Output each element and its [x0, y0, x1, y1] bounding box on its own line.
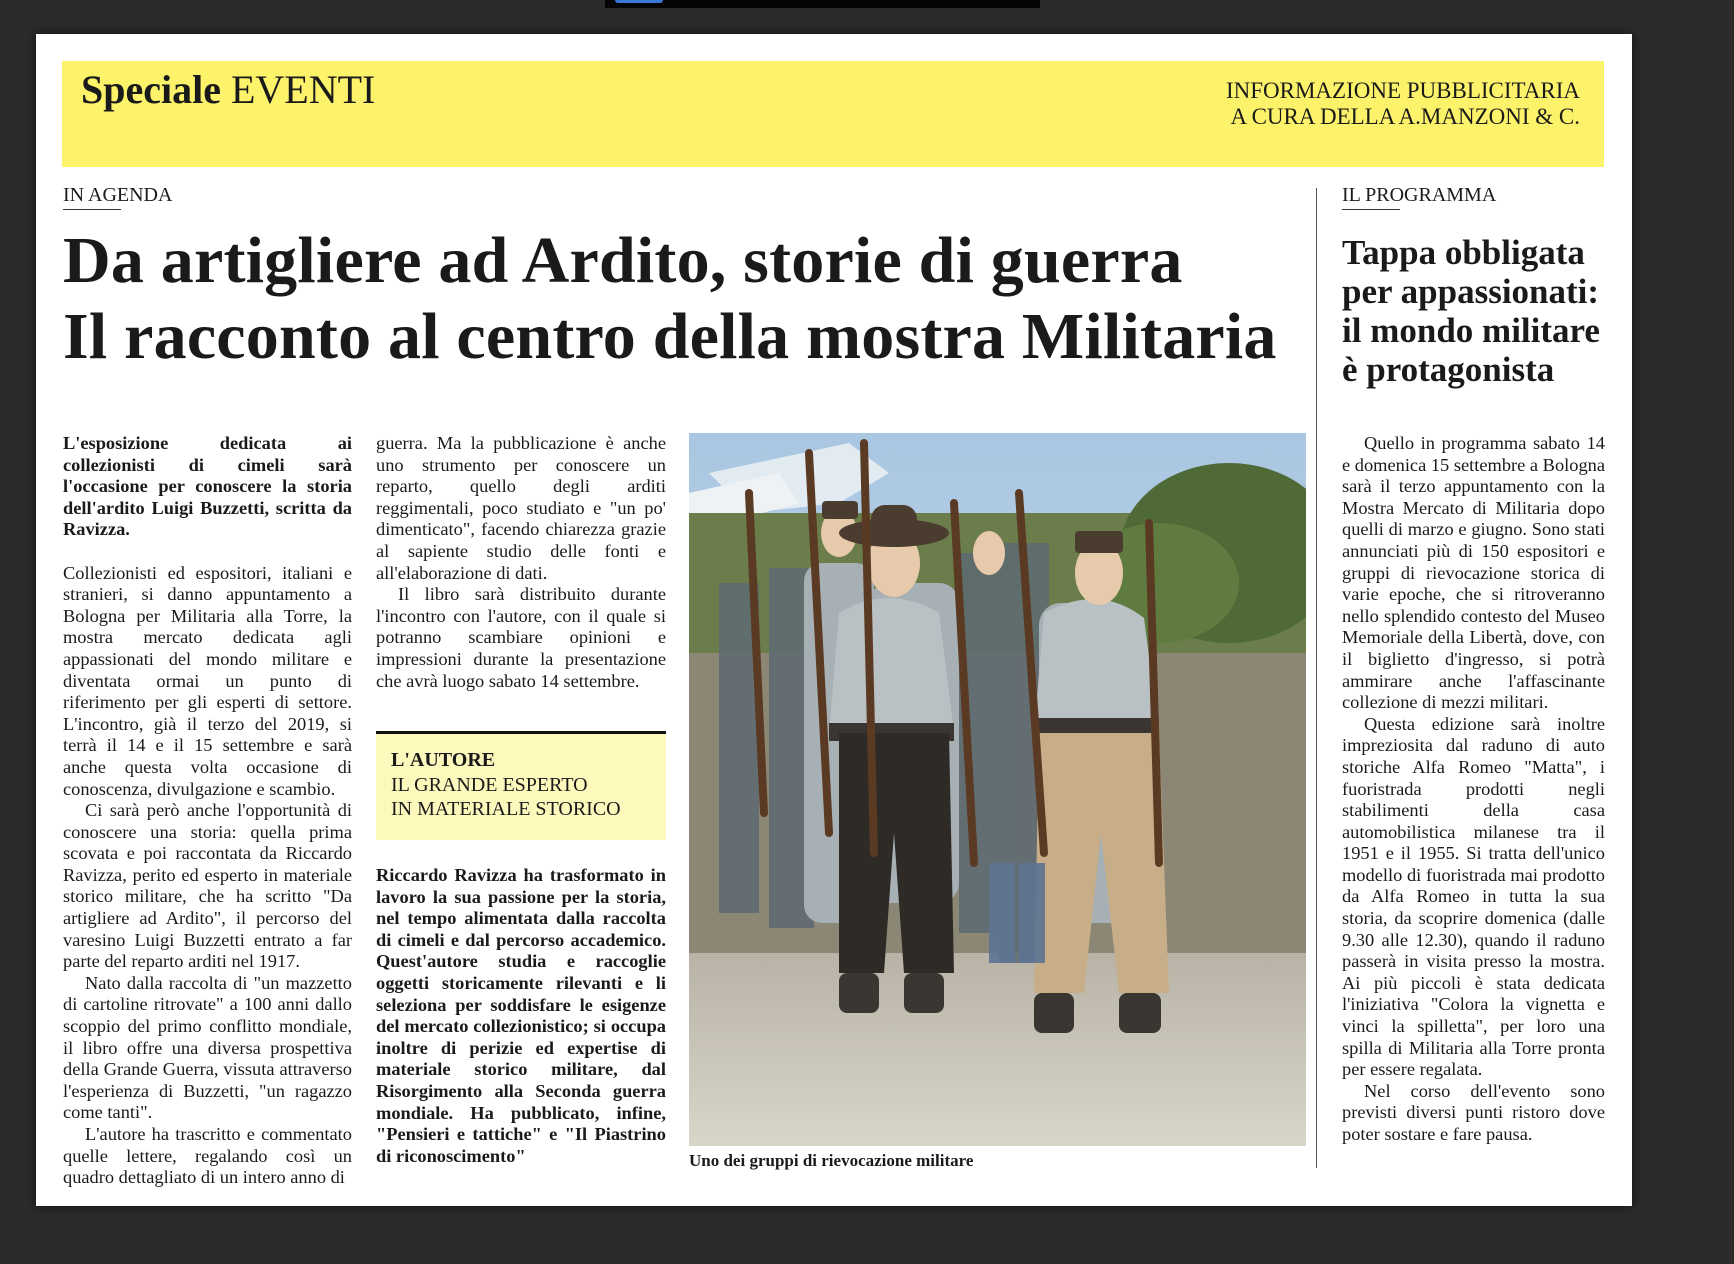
article-paragraph: Ci sarà però anche l'opportunità di conoscere una storia: quella prima scovata e poi raccontata da Riccardo Ravizza, perito ed esperto in materiale storico militare, che ha scritto "Da artigliere ad Ardito", il percorso del varesino Luigi Buzzetti entrato a far parte del reparto arditi nel 1917.	[63, 800, 352, 972]
article-paragraph: Nato dalla raccolta di "un mazzetto di cartoline ritrovate" a 100 anni dallo scoppio del primo conflitto mondiale, il libro offre una diversa prospettiva della Grande Guerra, vissuta attraverso l'esperienza di Buzzetti, "un ragazzo come tanti".	[63, 972, 352, 1123]
sidebar-title-line-4: è protagonista	[1342, 350, 1555, 389]
author-bio	[376, 865, 666, 1167]
author-box-subtitle-line-1: IL GRANDE ESPERTO	[391, 774, 588, 796]
author-bio-text: Riccardo Ravizza ha trasformato in lavoro la sua passione per la storia, nel tempo alimentata dalla raccolta di cimeli e dal percorso accademico. Quest'autore studia e raccoglie oggetti storicamente rilevanti e li seleziona per soddisfare le esigenze del mercato collezionistico; si occupa inoltre di perizie ed expertise di materiale storico militare, dal Risorgimento alla Seconda guerra mondiale. Ha pubblicato, infine, "Pensieri e tattiche" e "Il Piastrino di riconoscimento"	[376, 865, 666, 1166]
section-speciale: Speciale	[81, 67, 221, 112]
reenactors-photo	[689, 433, 1306, 1146]
viewer-tab-indicator[interactable]	[615, 0, 663, 3]
sidebar-title-line-3: il mondo militare	[1342, 311, 1600, 350]
viewer-top-bar	[605, 0, 1040, 8]
main-kicker: IN AGENDA	[63, 184, 173, 206]
sidebar-kicker-rule	[1342, 209, 1400, 210]
sidebar-paragraph: Quello in programma sabato 14 e domenica 15 settembre a Bologna sarà il terzo appuntamento con la Mostra Mercato di Militaria dopo quelli di marzo e giugno. Sono stati annunciati più di 150 espositori e gruppi di rievocazione storica di varie epoche, che si ritroveranno nello splendido contesto del Museo Memoriale della Libertà, dove, con il biglietto d'ingresso, si potrà ammirare anche l'affascinante collezione di mezzi militari.	[1342, 433, 1606, 713]
advertising-notice-line1: INFORMAZIONE PUBBLICITARIA	[1225, 78, 1580, 103]
article-paragraph: L'autore ha trascritto e commentato quelle lettere, regalando così un quadro dettagliato di un intero anno di	[63, 1124, 352, 1188]
article-paragraph: Collezionisti ed espositori, italiani e stranieri, si danno appuntamento a Bologna per Militaria alla Torre, la mostra mercato dedicata agli appassionati del mondo militare e diventata ormai un punto di riferimento per gli esperti di settore. L'incontro, già il terzo del 2019, si terrà il 14 e il 15 settembre e sarà anche questa volta occasione di conoscenza, divulgazione e scambio.	[63, 562, 352, 799]
sidebar-title-line-1: Tappa obbligata	[1342, 233, 1585, 272]
sidebar-title	[1342, 233, 1600, 389]
article-column-2	[376, 433, 666, 692]
article-column-1	[63, 433, 352, 1189]
author-box-subtitle-line-2: IN MATERIALE STORICO	[391, 798, 621, 820]
advertising-notice	[1226, 78, 1580, 130]
author-box-subtitle	[391, 773, 621, 821]
sidebar-paragraph: Nel corso dell'evento sono previsti diversi punti ristoro dove poter sostare e fare pausa.	[1342, 1080, 1605, 1144]
column-divider	[1316, 188, 1317, 1168]
section-eventi: EVENTI	[230, 67, 376, 112]
main-kicker-rule	[63, 209, 121, 210]
reenactors-illustration	[689, 433, 1306, 1146]
article-paragraph: guerra. Ma la pubblicazione è anche uno strumento per conoscere un reparto, quello degli arditi reggimentali, poco studiato e "un po' dimenticato", facendo chiarezza grazie al sapiente studio delle fonti e all'elaborazione di dati.	[376, 433, 666, 583]
section-title	[81, 68, 375, 112]
headline-line-2: Il racconto al centro della mostra Militaria	[63, 300, 1277, 373]
author-box-title: L'AUTORE	[391, 749, 496, 771]
article-lead: L'esposizione dedicata ai collezionisti di cimeli sarà l'occasione per conoscere la storia dell'ardito Luigi Buzzetti, scritta da Ravizza.	[63, 433, 352, 540]
sidebar-title-line-2: per appassionati:	[1342, 272, 1600, 311]
article-paragraph: Il libro sarà distribuito durante l'incontro con l'autore, con il quale si potranno scambiare opinioni e impressioni durante la presentazione che avrà luogo sabato 14 settembre.	[376, 584, 666, 691]
sidebar-paragraph: Questa edizione sarà inoltre impreziosita dal raduno di auto storiche Alfa Romeo "Matta", i fuoristrada prodotti negli stabilimenti della casa automobilistica milanese tra il 1951 e il 1955. Si tratta dell'unico modello di fuoristrada mai prodotto da Alfa Romeo in tutta la sua storia, da scoprire domenica (dalle 9.30 alle 12.30), quando il raduno passerà in visita presso la mostra. Ai più piccoli è stata dedicata l'iniziativa "Colora la vignetta e vinci la spilletta", per loro una spilla di Militaria alla Torre pronta per essere regalata.	[1342, 713, 1605, 1080]
sidebar-kicker: IL PROGRAMMA	[1342, 184, 1497, 206]
photo-caption: Uno dei gruppi di rievocazione militare	[689, 1151, 974, 1170]
advertising-notice-line2: A CURA DELLA A.MANZONI & C.	[1230, 104, 1580, 129]
sidebar-column	[1342, 433, 1605, 1146]
main-headline	[63, 223, 1277, 375]
headline-line-1: Da artigliere ad Ardito, storie di guerra	[63, 224, 1183, 297]
